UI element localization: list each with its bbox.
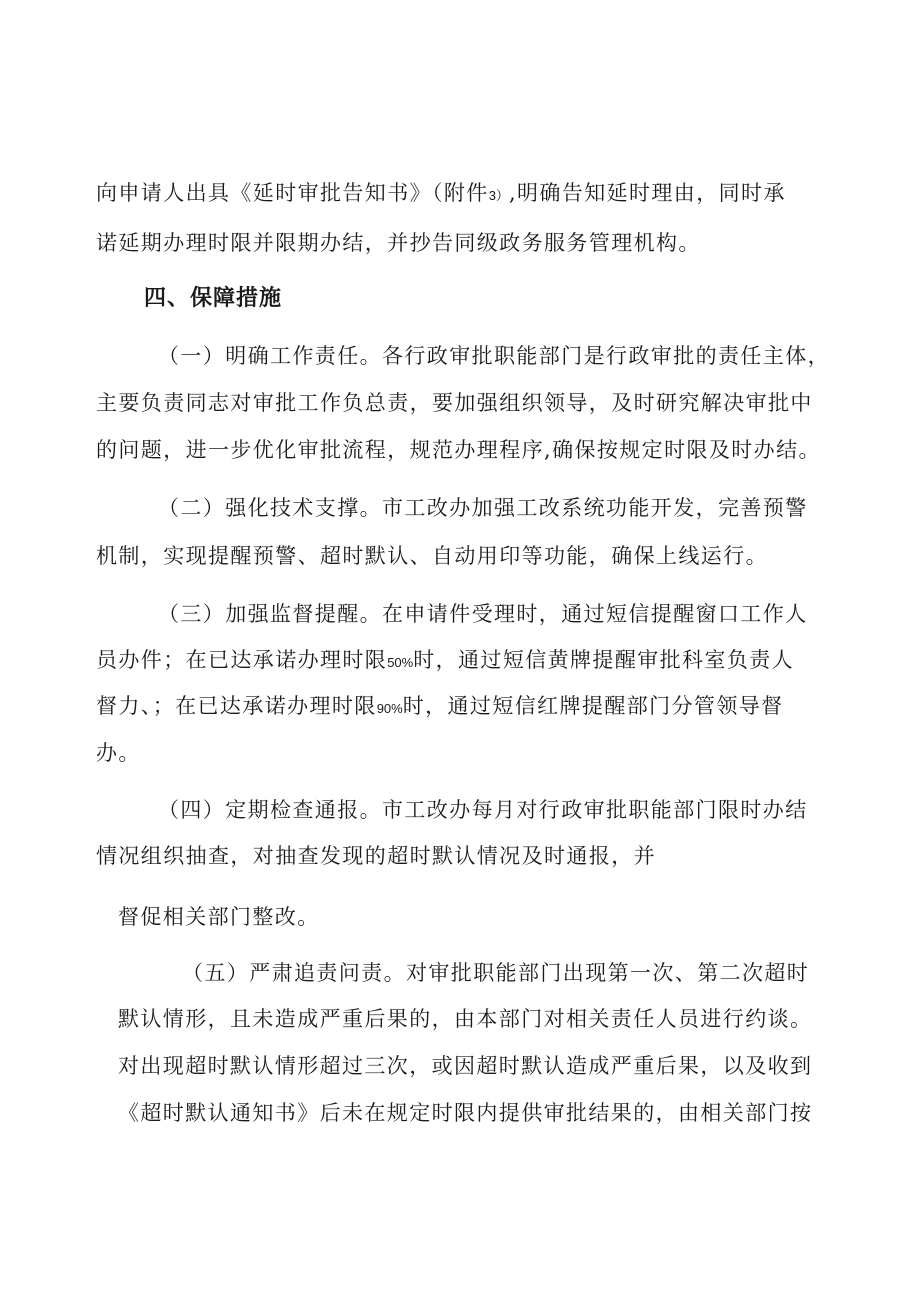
paragraph-line: （五）严肃追责问责。对审批职能部门出现第一次、第二次超时 bbox=[182, 961, 810, 985]
percent-value: 90% bbox=[376, 701, 403, 716]
paragraph-line: （二）强化技术支撑。市工改办加强工改系统功能开发，完善预警 bbox=[158, 496, 808, 520]
text-span: 向申请人出具《延时审批告知书》（附件 bbox=[96, 181, 489, 205]
paragraph-line: 督促相关部门整改。 bbox=[118, 905, 320, 929]
paragraph-line bbox=[96, 178, 786, 211]
paragraph-line: 情况组织抽查，对抽查发现的超时默认情况及时通报，并 bbox=[96, 844, 656, 868]
percent-value: 50% bbox=[387, 655, 414, 670]
text-span: 督力、；在已达承诺办理时限 bbox=[96, 694, 377, 718]
paragraph-line: （一）明确工作责任。各行政审批职能部门是行政审批的责任主体， bbox=[158, 344, 830, 368]
paragraph-line: 的问题，进一步优化审批流程，规范办理程序,确保按规定时限及时办结。 bbox=[96, 438, 821, 462]
section-heading: 四、保障措施 bbox=[144, 286, 283, 311]
paragraph-line bbox=[96, 645, 794, 678]
paragraph-line: 对出现超时默认情形超过三次，或因超时默认造成严重后果，以及收到 bbox=[118, 1054, 813, 1078]
text-span: ,明确告知延时理由，同时承 bbox=[508, 181, 786, 205]
paragraph-line: （三）加强监督提醒。在申请件受理时，通过短信提醒窗口工作人 bbox=[158, 602, 808, 626]
paragraph-line: （四）定期检查通报。市工改办每月对行政审批职能部门限时办结 bbox=[158, 798, 808, 822]
paragraph-line bbox=[96, 691, 784, 724]
paragraph-line: 办。 bbox=[96, 741, 141, 765]
text-span: 时，通过短信红牌提醒部门分管领导督 bbox=[402, 694, 784, 718]
paragraph-line: 《超时默认通知书》后未在规定时限内提供审批结果的，由相关部门按 bbox=[118, 1101, 813, 1125]
paragraph-line bbox=[96, 228, 701, 258]
paragraph-line: 机制，实现提醒预警、超时默认、自动用印等功能，确保上线运行。 bbox=[96, 544, 768, 568]
text-span: 时，通过短信黄牌提醒审批科室负责人 bbox=[413, 648, 795, 672]
paragraph-line: 默认情形，且未造成严重后果的，由本部门对相关责任人员进行约谈。 bbox=[118, 1007, 813, 1031]
paragraph-line: 主要负责同志对审批工作负总责，要加强组织领导，及时研究解决审批中 bbox=[96, 391, 813, 415]
text-span: 员办件；在已达承诺办理时限 bbox=[96, 648, 388, 672]
text-span: 3） bbox=[488, 188, 509, 203]
text-span: 诺延期办理时限并限期办结，并抄告同级政务服务管理机构。 bbox=[96, 231, 701, 255]
